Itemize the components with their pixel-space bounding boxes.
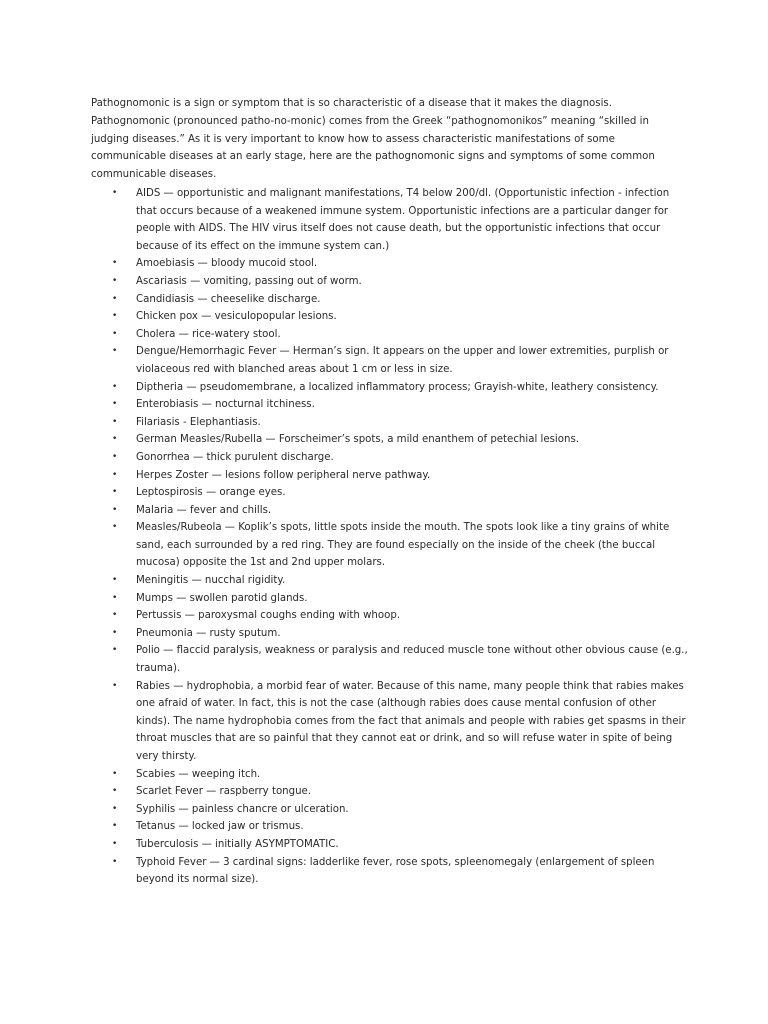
list-item-text: Leptospirosis — orange eyes. <box>136 487 286 499</box>
bullet-icon: • <box>112 803 118 814</box>
bullet-icon: • <box>112 504 118 515</box>
list-item-text: Diptheria — pseudomembrane, a localized inflammatory process; Grayish-white, leathery consistency. <box>136 381 659 393</box>
list-item <box>91 185 691 255</box>
bullet-icon: • <box>112 399 118 410</box>
bullet-icon: • <box>112 188 118 198</box>
list-item-text: Scarlet Fever — raspberry tongue. <box>136 786 312 798</box>
list-item <box>91 308 691 326</box>
bullet-icon: • <box>112 451 118 462</box>
bullet-icon: • <box>112 381 118 392</box>
list-item-text: Pneumonia — rusty sputum. <box>136 627 281 639</box>
bullet-icon: • <box>112 627 118 638</box>
list-item-text: Enterobiasis — nocturnal itchiness. <box>136 399 315 411</box>
intro-paragraph: Pathognomonic is a sign or symptom that is so characteristic of a disease that it makes the diagnosis. Pathognomonic (pronounced patho-no-monic) comes from the Greek “pathognomonikos” meaning “skilled in judging diseases.” As it is very important to know how to assess characteristic manifestations of some communicable diseases at an early stage, here are the pathognomonic signs and symptoms of some common communicable diseases. <box>91 98 655 181</box>
list-item <box>91 291 691 309</box>
list-item <box>91 590 691 608</box>
list-item-text: German Measles/Rubella — Forscheimer’s spots, a mild enanthem of petechial lesions. <box>136 434 579 446</box>
list-item <box>91 783 691 801</box>
bullet-icon: • <box>112 469 118 480</box>
list-item <box>91 766 691 784</box>
list-item <box>91 484 691 502</box>
bullet-icon: • <box>112 522 118 533</box>
list-item-text: Syphilis — painless chancre or ulceration. <box>136 803 349 815</box>
bullet-icon: • <box>112 838 118 849</box>
bullet-icon: • <box>112 786 118 797</box>
bullet-icon: • <box>112 680 118 691</box>
list-item <box>91 642 691 677</box>
list-item <box>91 414 691 432</box>
bullet-icon: • <box>112 293 118 304</box>
list-item <box>91 273 691 291</box>
bullet-icon: • <box>112 645 118 656</box>
bullet-icon: • <box>112 856 118 867</box>
bullet-icon: • <box>112 258 118 269</box>
list-item <box>91 836 691 854</box>
list-item-text: Amoebiasis — bloody mucoid stool. <box>136 258 318 270</box>
bullet-icon: • <box>112 821 118 832</box>
bullet-icon: • <box>112 311 118 322</box>
list-item <box>91 379 691 397</box>
list-item <box>91 678 691 766</box>
bullet-icon: • <box>112 592 118 603</box>
list-item-text: Cholera — rice-watery stool. <box>136 328 281 340</box>
list-item-text: Typhoid Fever — 3 cardinal signs: ladderlike fever, rose spots, spleenomegaly (enlargement of spleen beyond its normal size). <box>136 856 655 886</box>
list-item-text: Chicken pox — vesiculopopular lesions. <box>136 311 337 323</box>
list-item <box>91 625 691 643</box>
list-item <box>91 449 691 467</box>
bullet-icon: • <box>112 416 118 427</box>
list-item-text: Herpes Zoster — lesions follow peripheral nerve pathway. <box>136 469 431 481</box>
list-item-text: Mumps — swollen parotid glands. <box>136 592 308 604</box>
bullet-icon: • <box>112 328 118 339</box>
list-item-text: Tetanus — locked jaw or trismus. <box>136 821 304 833</box>
bullet-icon: • <box>112 346 118 357</box>
list-item-text: Candidiasis — cheeselike discharge. <box>136 293 321 305</box>
bullet-icon: • <box>112 434 118 445</box>
list-item <box>91 801 691 819</box>
list-item-text: Gonorrhea — thick purulent discharge. <box>136 451 334 463</box>
list-item <box>91 607 691 625</box>
list-item <box>91 343 691 378</box>
list-item <box>91 854 691 889</box>
list-item <box>91 467 691 485</box>
list-item <box>91 431 691 449</box>
list-item <box>91 255 691 273</box>
list-item <box>91 519 691 572</box>
bullet-icon: • <box>112 575 118 586</box>
list-item-text: Tuberculosis — initially ASYMPTOMATIC. <box>136 838 339 850</box>
list-item-text: Filariasis - Elephantiasis. <box>136 416 261 428</box>
list-item-text: AIDS — opportunistic and malignant manifestations, T4 below 200/dl. (Opportunistic infection - infection that occurs because of a weakened immune system. Opportunistic infections are a particular danger for people with AIDS. The HIV virus itself does not cause death, but the opportunistic infections that occur because of its effect on the immune system can.) <box>136 188 670 252</box>
list-item <box>91 572 691 590</box>
bullet-icon: • <box>112 487 118 498</box>
list-item <box>91 818 691 836</box>
list-item-text: Ascariasis — vomiting, passing out of worm. <box>136 275 362 287</box>
list-item <box>91 396 691 414</box>
list-item-text: Polio — flaccid paralysis, weakness or paralysis and reduced muscle tone without other obvious cause (e.g., trauma). <box>136 645 688 675</box>
list-item-text: Rabies — hydrophobia, a morbid fear of water. Because of this name, many people think that rabies makes one afraid of water. In fact, this is not the case (although rabies does cause mental confusion of other kinds). The name hydrophobia comes from the fact that animals and people with rabies get spasms in their throat muscles that are so painful that they cannot eat or drink, and so will refuse water in spite of being very thirsty. <box>136 680 686 762</box>
list-item-text: Meningitis — nucchal rigidity. <box>136 575 286 587</box>
bullet-icon: • <box>112 275 118 286</box>
bullet-icon: • <box>112 610 118 621</box>
list-item-text: Scabies — weeping itch. <box>136 768 261 780</box>
list-item-text: Dengue/Hemorrhagic Fever — Herman’s sign. It appears on the upper and lower extremities, purplish or violaceous red with blanched areas about 1 cm or less in size. <box>136 346 669 375</box>
list-item <box>91 326 691 344</box>
list-item-text: Malaria — fever and chills. <box>136 504 272 516</box>
list-item-text: Pertussis — paroxysmal coughs ending with whoop. <box>136 610 401 622</box>
disease-list <box>91 185 691 889</box>
list-item <box>91 502 691 520</box>
bullet-icon: • <box>112 768 118 779</box>
list-item-text: Measles/Rubeola — Koplik’s spots, little spots inside the mouth. The spots look like a tiny grains of white sand, each surrounded by a red ring. They are found especially on the inside of the cheek (the buccal mucosa) opposite the 1st and 2nd upper molars. <box>136 522 670 569</box>
